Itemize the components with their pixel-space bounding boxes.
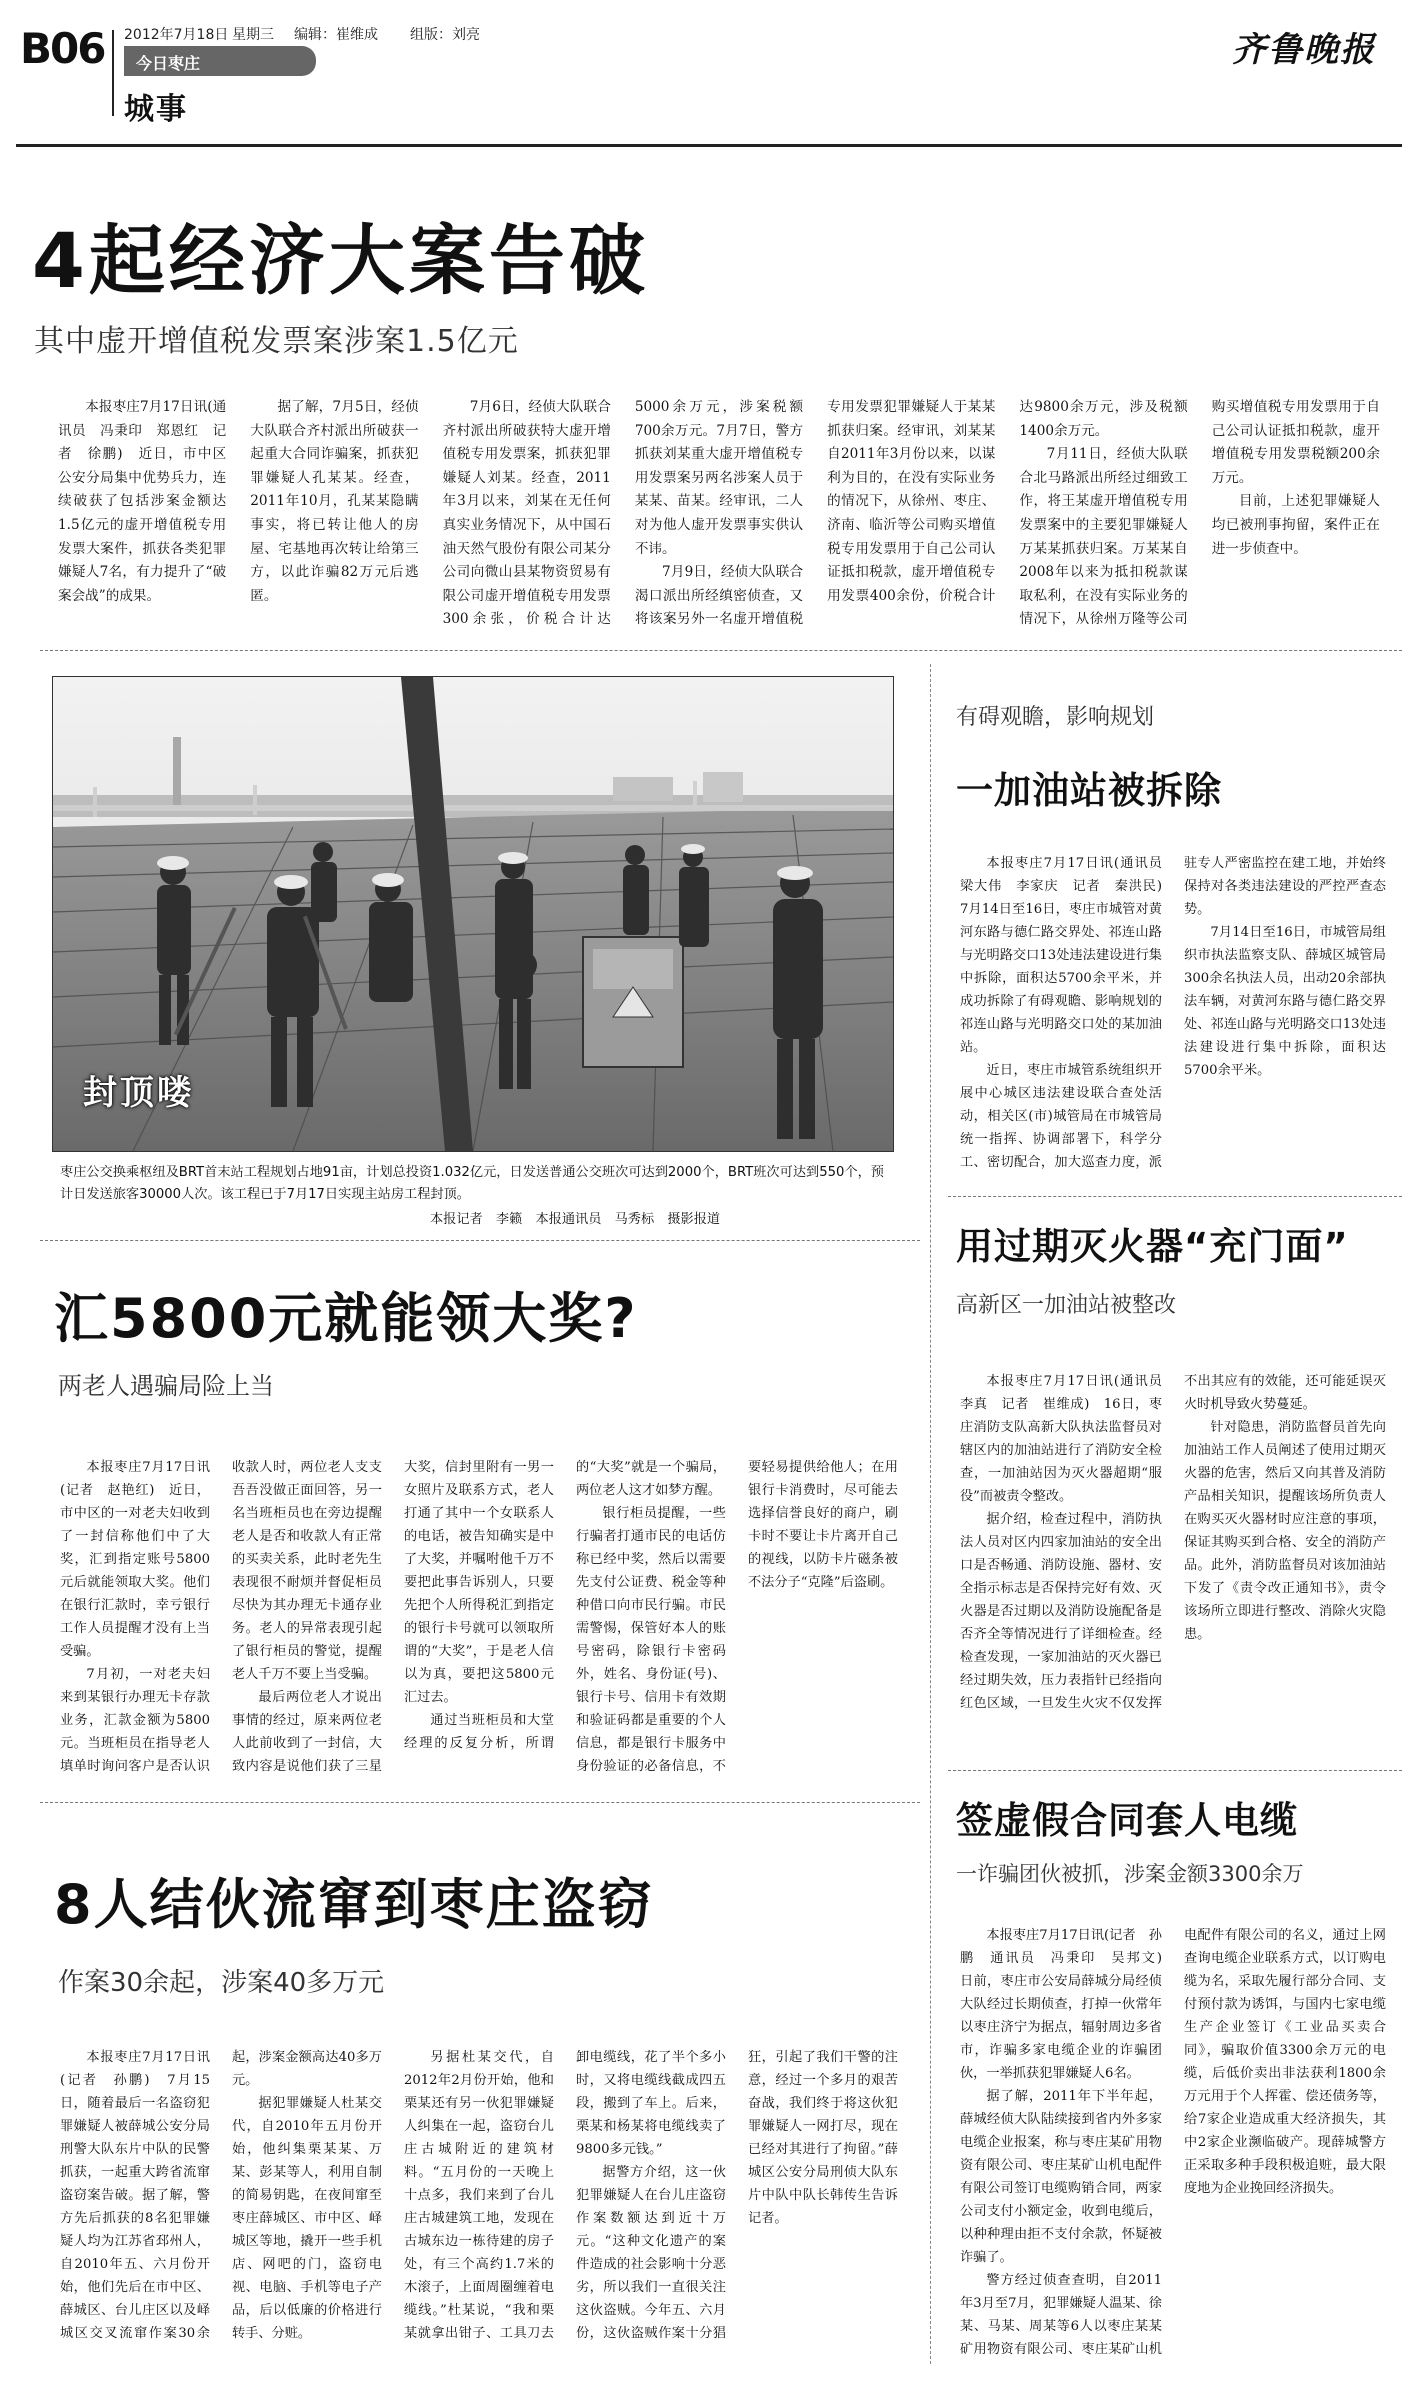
- article1-paragraph: 据了解，7月5日，经侦大队联合齐村派出所破获一起重大合同诈骗案，抓获犯罪嫌疑人孔某某。经查，2011年10月，孔某某隐瞒事实，将已转让他人的房屋、宅基地再次转让给第三方，以此诈骗82万元后逃匿。: [250, 399, 419, 604]
- article3-body: [960, 1370, 1386, 1758]
- article2-bottom-divider: [948, 1196, 1402, 1197]
- issue-weekday: 星期三: [232, 27, 274, 43]
- article4-paragraph: 7月初，一对老夫妇来到某银行办理无卡存款业务，汇款金额为5800元。当班柜员在指导老人填单时询问客户是否认识收款人时，两位老人支支吾吾没做正面回答，另一名当班柜员也在旁边提醒老人是否和收款人有正常的买卖关系，此时老先生表现很不耐烦并督促柜员尽快为其办理无卡通存业务。老人的异常表现引起了银行柜员的警觉，提醒老人千万不要上当受骗。: [60, 1460, 382, 1774]
- article3-paragraph: 本报枣庄7月17日讯(通讯员 李真 记者 崔维成) 16日，枣庄消防支队高新大队执法监督员对辖区内的加油站进行了消防安全检查，一加油站因为灭火器超期“服役”而被责令整改。: [960, 1374, 1176, 1504]
- article6-subhead: 作案30余起，涉案40多万元: [58, 1968, 385, 1998]
- masthead: [0, 0, 1417, 150]
- article5-paragraph: 警方经过侦查查明，自2011年3月至7月，犯罪嫌疑人温某、徐某、马某、周某等6人以枣庄某某矿用物资有限公司、枣庄某矿山机电配件有限公司的名义，通过上网查询电缆企业联系方式，以订购电缆为名，采取先履行部分合同、支付预付款为诱饵，与国内七家电缆生产企业签订《工业品买卖合同》，骗取价值3300余万元的电缆，后低价卖出非法获利1800余万元用于个人挥霍、偿还债务等，给7家企业造成重大经济损失，其中2家企业濒临破产。现薛城警方正采取多种手段积极追赃，最大限度地为企业挽回经济损失。: [960, 1928, 1386, 2357]
- page-number: B06: [20, 24, 105, 73]
- article1-paragraph: 7月9日，经侦大队联合渴口派出所经缜密侦查，又将该案另外一名虚开增值税专用发票犯罪嫌疑人于某某抓获归案。经审讯，刘某某自2011年3月份以来，以谋利为目的，在没有实际业务的情况下，从徐州、枣庄、济南、临沂等公司购买增值税专用发票用于自己公司认证抵扣税款，虚开增值税专用发票400余份，价税合计达9800余万元，涉及税额1400余万元。: [634, 399, 1188, 628]
- article4-body: [60, 1456, 898, 1786]
- article2-paragraph: 7月14日至16日，市城管局组织市执法监察支队、薛城区城管局300余名执法人员，出动20余部执法车辆，对黄河东路与德仁路交界处、祁连山路与光明路交口13处违法建设进行集中拆除，面积达5700余平米。: [1184, 925, 1386, 1078]
- article5-body: [960, 1924, 1386, 2362]
- article6-paragraph: 据警方介绍，这一伙犯罪嫌疑人在台儿庄盗窃作案数额达到近十万元。“这种文化遗产的案件造成的社会影响十分恶劣，所以我们一直很关注这伙盗贼。今年五、六月份，这伙盗贼作案十分猖狂，引起了我们干警的注意，经过一个多月的艰苦奋战，我们终于将这伙犯罪嫌疑人一网打尽，现在已经对其进行了拘留。”薛城区公安分局刑侦大队东片中队中队长韩传生告诉记者。: [576, 2050, 898, 2341]
- article4-subhead: 两老人遇骗局险上当: [58, 1372, 274, 1400]
- article2-paragraph: 近日，枣庄市城管系统组织开展中心城区违法建设联合查处活动，相关区(市)城管局在市城管局统一指挥、协调部署下，科学分工、密切配合，加大巡查力度，派驻专人严密监控在建工地，并始终保持对各类违法建设的严控严查态势。: [960, 856, 1386, 1170]
- article4-paragraph: 最后两位老人才说出事情的经过，原来两位老人此前收到了一封信，大致内容是说他们获了三星大奖，信封里附有一男一女照片及联系方式，老人打通了其中一个女联系人的电话，被告知确实是中了大奖，并嘱咐他千万不要把此事告诉别人，只要先把个人所得税汇到指定的银行卡号就可以领取所谓的“大奖”，于是老人信以为真，要把这5800元汇过去。: [232, 1460, 554, 1774]
- article2-headline: 一加油站被拆除: [956, 769, 1222, 812]
- article5-subhead: 一诈骗团伙被抓，涉案金额3300余万: [956, 1862, 1304, 1886]
- newspaper-logo: 齐鲁晚报: [1232, 30, 1376, 70]
- article3-headline: 用过期灭火器“充门面”: [956, 1225, 1349, 1268]
- article4-paragraph: 本报枣庄7月17日讯(记者 赵艳红) 近日，市中区的一对老夫妇收到了一封信称他们中了大奖，汇到指定账号5800元后就能领取大奖。他们在银行汇款时，幸亏银行工作人员提醒才没有上当受骗。: [60, 1460, 210, 1659]
- article4-bottom-divider: [40, 1802, 920, 1803]
- article1-paragraph: 目前，上述犯罪嫌疑人均已被刑事拘留，案件正在进一步侦查中。: [1211, 493, 1380, 557]
- section-title: 城事: [124, 92, 188, 127]
- article6-headline: 8人结伙流窜到枣庄盗窃: [54, 1873, 654, 1936]
- article1-paragraph: 7月6日，经侦大队联合齐村派出所破获特大虚开增值税专用发票案，抓获犯罪嫌疑人刘某。经查，2011年3月以来，刘某在无任何真实业务情况下，从中国石油天然气股份有限公司某分公司向微山县某物资贸易有限公司虚开增值税专用发票300余张，价税合计达5000余万元，涉案税额700余万元。7月7日，警方抓获刘某重大虚开增值税专用发票案另两名涉案人员于某某、苗某。经审讯，二人对为他人虚开发票事实供认不讳。: [442, 399, 804, 628]
- article5-headline: 签虚假合同套人电缆: [956, 1799, 1298, 1842]
- article1-paragraph: 本报枣庄7月17日讯(通讯员 冯秉印 郑恩红 记者 徐鹏) 近日，市中区公安分局集中优势兵力，连续破获了包括涉案金额达1.5亿元的虚开增值税专用发票大案件，抓获各类犯罪嫌疑人7名，有力提升了“破案会战”的成果。: [58, 399, 227, 604]
- article4-headline: 汇5800元就能领大奖?: [54, 1287, 638, 1350]
- layout-credit: 组版：刘亮: [410, 27, 480, 43]
- photo-caption: 枣庄公交换乘枢纽及BRT首末站工程规划占地91亩，计划总投资1.032亿元，日发送普通公交班次可达到2000个，BRT班次可达到550个，预计日发送旅客30000人次。该工程已于7月17日实现主站房工程封顶。: [60, 1165, 884, 1202]
- article6-body: [60, 2046, 898, 2362]
- section-tag-label: 今日枣庄: [136, 54, 201, 73]
- article4-paragraph: 通过当班柜员和大堂经理的反复分析，所谓的“大奖”就是一个骗局，两位老人这才如梦方醒。: [404, 1460, 726, 1751]
- article5-paragraph: 本报枣庄7月17日讯(记者 孙鹏 通讯员 冯秉印 吴邦文) 日前，枣庄市公安局薛城分局经侦大队经过长期侦查，打掉一伙常年以枣庄济宁为据点，辐射周边多省市，诈骗多家电缆企业的诈骗团伙，一举抓获犯罪嫌疑人6名。: [960, 1928, 1176, 2081]
- issue-date: 2012年7月18日: [124, 27, 229, 43]
- article5-paragraph: 据了解，2011年下半年起，薛城经侦大队陆续接到省内外多家电缆企业报案，称与枣庄某矿用物资有限公司、枣庄某矿山机电配件有限公司签订电缆购销合同，两家公司支付小额定金，收到电缆后，以种种理由拒不支付余款，怀疑被诈骗了。: [960, 2089, 1162, 2265]
- article1-paragraph: 7月11日，经侦大队联合北马路派出所经过细致工作，将王某虚开增值税专用发票案中的主要犯罪嫌疑人万某某抓获归案。万某某自2008年以来为抵扣税款谋取私利，在没有实际业务的情况下，从徐州万隆等公司购买增值税专用发票用于自己公司认证抵扣税款，虚开增值税专用发票税额200余万元。: [1019, 399, 1380, 628]
- article3-paragraph: 针对隐患，消防监督员首先向加油站工作人员阐述了使用过期灭火器的危害，然后又向其普及消防产品相关知识，提醒该场所负责人在购买灭火器材时应注意的事项，保证其购买到合格、安全的消防产品。此外，消防监督员对该加油站下发了《责令改正通知书》，责令该场所立即进行整改、消除火灾隐患。: [1184, 1420, 1386, 1642]
- article1-bottom-divider: [40, 650, 1402, 651]
- photo-bottom-divider: [40, 1240, 920, 1241]
- article2-kicker: 有碍观瞻，影响规划: [956, 705, 1155, 730]
- article4-paragraph: 银行柜员提醒，一些行骗者打通市民的电话仿称已经中奖，然后以需要先支付公证费、税金等种种借口向市民行骗。市民需警惕，保管好本人的账号密码，除银行卡密码外，姓名、身份证(号)、银行卡号、信用卡有效期和验证码都是重要的个人信息，都是银行卡服务中身份验证的必备信息，不要轻易提供给他人；在用银行卡消费时，尽可能去选择信誉良好的商户，刷卡时不要让卡片离开自己的视线，以防卡片磁条被不法分子“克隆”后盗刷。: [576, 1460, 898, 1774]
- masthead-divider-vertical: [112, 30, 114, 116]
- construction-photo: [52, 676, 894, 1152]
- right-column-divider: [930, 664, 931, 2364]
- article1-body: [58, 396, 1380, 634]
- photo-credit: 本报记者 李籁 本报通讯员 马秀标 摄影报道: [430, 1212, 721, 1227]
- photo-overlay-label: 封顶喽: [83, 1073, 194, 1113]
- article3-bottom-divider: [948, 1770, 1402, 1771]
- article6-paragraph: 本报枣庄7月17日讯(记者 孙鹏) 7月15日，随着最后一名盗窃犯罪嫌疑人被薛城公安分局刑警大队东片中队的民警抓获，一起重大跨省流窜盗窃案告破。据了解，警方先后抓获的8名犯罪嫌疑人均为江苏省邳州人，自2010年五、六月份开始，他们先后在市中区、薛城区、台儿庄区以及峄城区交叉流窜作案30余起，涉案金额高达40多万元。: [60, 2050, 382, 2341]
- article3-paragraph: 据介绍，检查过程中，消防执法人员对区内四家加油站的安全出口是否畅通、消防设施、器材、安全指示标志是否保持完好有效、灭火器是否过期以及消防设施配备是否齐全等情况进行了详细检查。经检查发现，一家加油站的灭火器已经过期失效，压力表指针已经指向红色区域，一旦发生火灾不仅发挥不出其应有的效能，还可能延误灭火时机导致火势蔓延。: [960, 1374, 1386, 1711]
- article1-headline: 4起经济大案告破: [32, 216, 649, 305]
- masthead-rule: [16, 144, 1402, 147]
- article1-subhead: 其中虚开增值税发票案涉案1.5亿元: [34, 324, 519, 359]
- editor-credit: 编辑：崔维成: [294, 27, 378, 43]
- article2-body: [960, 852, 1386, 1182]
- article2-paragraph: 本报枣庄7月17日讯(通讯员 梁大伟 李家庆 记者 秦洪民) 7月14日至16日，枣庄市城管对黄河东路与德仁路交界处、祁连山路与光明路交口13处违法建设进行集中拆除，面积达5700余平米，并成功拆除了有碍观瞻、影响规划的祁连山路与光明路交口处的某加油站。: [960, 856, 1176, 1055]
- section-tag: [124, 46, 316, 76]
- article3-subhead: 高新区一加油站被整改: [956, 1293, 1177, 1318]
- article6-paragraph: 据犯罪嫌疑人杜某交代，自2010年五月份开始，他纠集栗某某、万某、彭某等人，利用自制的简易钥匙，在夜间窜至枣庄薛城区、市中区、峄城区等地，撬开一些手机店、网吧的门，盗窃电视、电脑、手机等电子产品，后以低廉的价格进行转手、分赃。: [232, 2096, 382, 2341]
- article6-paragraph: 另据杜某交代，自2012年2月份开始，他和栗某还有另一伙犯罪嫌疑人纠集在一起，盗窃台儿庄古城附近的建筑材料。“五月份的一天晚上十点多，我们来到了台儿庄古城建筑工地，发现在古城东边一栋待建的房子处，有三个高约1.7米的木滚子，上面周圈缠着电缆线。”杜某说，“我和栗某就拿出钳子、工具刀去卸电缆线，花了半个多小时，又将电缆线截成四五段，搬到了车上。后来，栗某和杨某将电缆线卖了9800多元钱。”: [404, 2050, 726, 2341]
